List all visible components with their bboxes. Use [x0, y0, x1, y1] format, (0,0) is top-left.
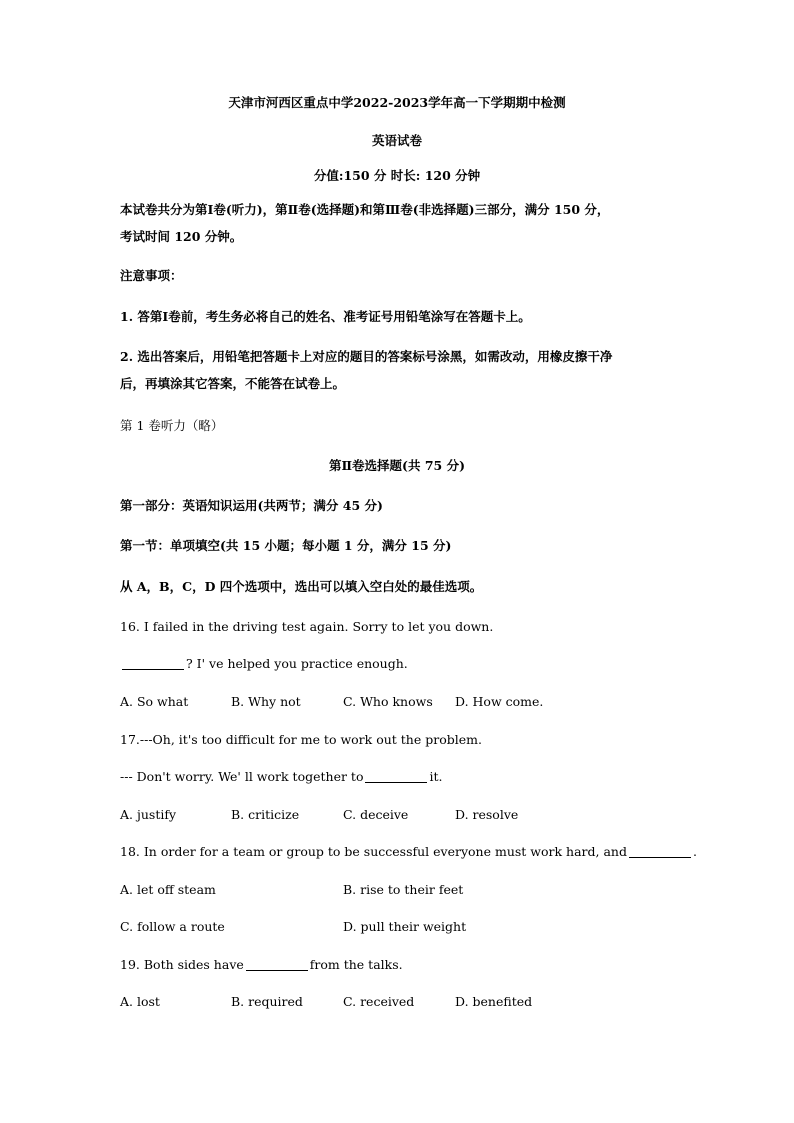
q19-stem-text: 19. Both sides have: [120, 957, 244, 972]
q17-stem: 17.---Oh, it's too difficult for me to work out the problem.: [120, 732, 482, 747]
part-1-section-1-heading: 第一节：单项填空(共 15 小题；每小题 1 分，满分 15 分): [120, 538, 452, 553]
q18-stem: [120, 844, 697, 860]
q17-blank: [365, 770, 427, 783]
q16-blank: [122, 657, 184, 670]
q19-stem: [120, 957, 403, 973]
q18-option-c: C. follow a route: [120, 919, 225, 934]
q18-blank: [629, 845, 691, 858]
q19-option-b: B. required: [231, 994, 303, 1009]
q16-option-d: D. How come.: [455, 694, 544, 709]
intro-line-1: 本试卷共分为第Ⅰ卷(听力)，第Ⅱ卷(选择题)和第Ⅲ卷(非选择题)三部分，满分 150 分，: [120, 202, 610, 217]
q18-stem-text: 18. In order for a team or group to be successful everyone must work hard, and: [120, 844, 627, 859]
q19-blank: [246, 958, 308, 971]
q16-option-b: B. Why not: [231, 694, 301, 709]
q18-option-a: A. let off steam: [120, 882, 216, 897]
q17-option-a: A. justify: [120, 807, 177, 822]
q19-option-c: C. received: [343, 994, 415, 1009]
q19-option-d: D. benefited: [455, 994, 533, 1009]
q17-reply: [120, 769, 442, 785]
q18-option-b: B. rise to their feet: [343, 882, 464, 897]
score-time: 分值:150 分 时长: 120 分钟: [313, 168, 481, 183]
q16-reply: [120, 656, 408, 672]
q17-option-b: B. criticize: [231, 807, 300, 822]
q19-stem-end: from the talks.: [309, 957, 403, 972]
exam-subtitle: 英语试卷: [371, 133, 422, 148]
instruction: 从 A，B，C，D 四个选项中，选出可以填入空白处的最佳选项。: [120, 579, 483, 594]
note-item-2-line-1: 2. 选出答案后，用铅笔把答题卡上对应的题目的答案标号涂黑，如需改动，用橡皮擦干净: [120, 349, 613, 364]
q17-reply-text: --- Don't worry. We' ll work together to: [120, 769, 364, 784]
q16-stem: 16. I failed in the driving test again. Sorry to let you down.: [120, 619, 494, 634]
note-item-2-line-2: 后，再填涂其它答案，不能答在试卷上。: [120, 376, 346, 391]
intro-line-2: 考试时间 120 分钟。: [120, 229, 243, 244]
q17-reply-end: it.: [429, 769, 443, 784]
q16-option-a: A. So what: [120, 694, 189, 709]
q18-stem-end: .: [692, 844, 697, 859]
notes-heading: 注意事项：: [120, 268, 183, 283]
q17-option-c: C. deceive: [343, 807, 409, 822]
note-item-1: 1. 答第Ⅰ卷前，考生务必将自己的姓名、准考证号用铅笔涂写在答题卡上。: [120, 309, 531, 324]
q16-reply-text: ? I' ve helped you practice enough.: [186, 656, 408, 671]
q17-option-d: D. resolve: [455, 807, 519, 822]
q16-option-c: C. Who knows: [343, 694, 433, 709]
section-2-title: 第Ⅱ卷选择题(共 75 分): [329, 458, 465, 473]
q19-option-a: A. lost: [120, 994, 160, 1009]
exam-title: 天津市河西区重点中学2022-2023学年高一下学期期中检测: [228, 95, 566, 110]
q18-option-d: D. pull their weight: [343, 919, 467, 934]
section-1-label: 第 1 卷听力（略）: [120, 418, 224, 433]
part-1-heading: 第一部分：英语知识运用(共两节；满分 45 分): [120, 498, 383, 513]
